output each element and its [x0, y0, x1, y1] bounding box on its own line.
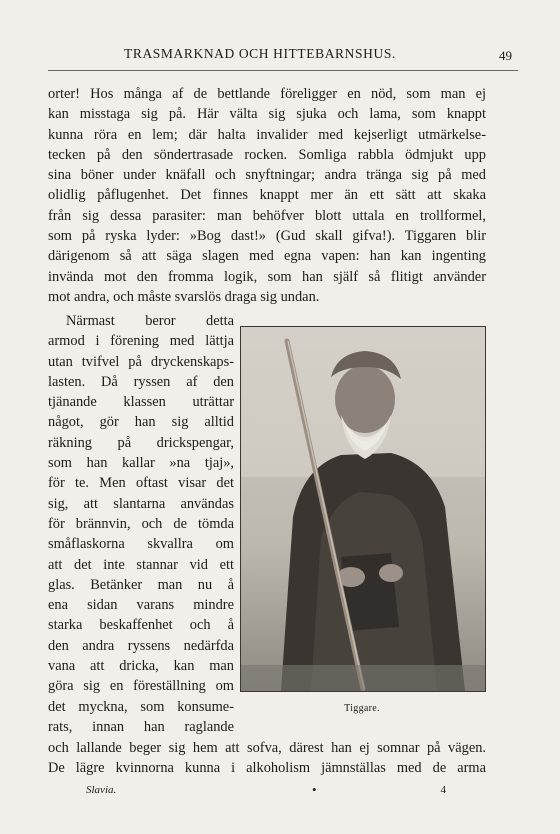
body-text-top [48, 84, 486, 307]
text-line: för te. Men oftast visar det [48, 475, 234, 492]
text-line: som han kallar »na tjaj», [48, 455, 234, 472]
figure-caption: Tiggare. [344, 703, 380, 714]
text-line: sina böner under knäfall och snyftningar; andra tränga sig på med [48, 167, 486, 184]
text-line: olidlig påflugenhet. Det finnes knappt mer än ett sätt att skaka [48, 187, 486, 204]
text-line: rats, innan han raglande [48, 718, 234, 735]
text-line: vana att dricka, kan man [48, 658, 234, 675]
page-footer [86, 784, 446, 800]
text-line: tecken på den söndertrasade rocken. Somliga rabbla ödmjukt upp [48, 146, 486, 163]
sheet-number: 4 [440, 784, 446, 796]
text-line: kunna röra en lem; där halta invalider med kejserligt utmärkelse- [48, 126, 486, 143]
body-text-wrapped [48, 311, 234, 737]
text-line: starka beskaffenhet och å [48, 617, 234, 634]
text-line: utan tvifvel på dryckenskaps- [48, 353, 234, 370]
text-line: mot andra, och måste svarslös draga sig undan. [48, 288, 320, 305]
beggar-illustration [241, 327, 485, 691]
text-line: den andra ryssens nedärfda [48, 637, 234, 654]
text-line: som på ryska lyder: »Bog dast!» (Gud skall gifva!). Tiggaren blir [48, 228, 486, 245]
text-line: kan misstaga sig på. Här välta sig sjuka och lama, som knappt [48, 106, 486, 123]
body-text-bottom [48, 738, 486, 779]
text-line: och lallande beger sig hem att sofva, därest han ej somnar på vägen. [48, 740, 486, 756]
running-title: TRASMARKNAD OCH HITTEBARNSHUS. [124, 46, 396, 61]
text-line: invända mot den fromma logik, som han själf så flitigt använder [48, 268, 486, 285]
text-line: något, gör han sig alltid [48, 414, 234, 431]
text-line: Närmast beror detta [66, 313, 234, 329]
text-line: från sig dessa parasiter: man behöfver blott uttala en trollformel, [48, 207, 486, 224]
text-line: glas. Betänker man nu å [48, 576, 234, 593]
text-line: sig, att slantarna användas [48, 495, 234, 512]
text-line: ena sidan varans mindre [48, 597, 234, 614]
text-line: för brännvin, och de tömda [48, 515, 234, 532]
text-line: De lägre kvinnorna kunna i alkoholism jämnställas med de arma [48, 760, 486, 777]
text-line: orter! Hos många af de bettlande föreligger en nöd, som man ej [48, 86, 486, 102]
text-line: tjänande klassen uträttar [48, 394, 234, 411]
text-line: armod i förening med lättja [48, 333, 234, 350]
text-line: det myckna, som konsume- [48, 698, 234, 715]
text-line: att det inte stannar vid ett [48, 556, 234, 573]
text-line: lasten. Då ryssen af den [48, 373, 234, 390]
footer-star: • [312, 782, 317, 797]
page-number: 49 [499, 48, 512, 63]
beggar-photograph [240, 326, 486, 692]
text-line: småflaskorna skvallra om [48, 536, 234, 553]
text-line: göra sig en föreställning om [48, 678, 234, 695]
text-line: räkning på drickspengar, [48, 434, 234, 451]
text-line: därigenom så att säga slagen med egna vapen: han kan ingenting [48, 248, 486, 265]
page-header [48, 46, 518, 71]
signature-mark: Slavia. [86, 784, 117, 796]
